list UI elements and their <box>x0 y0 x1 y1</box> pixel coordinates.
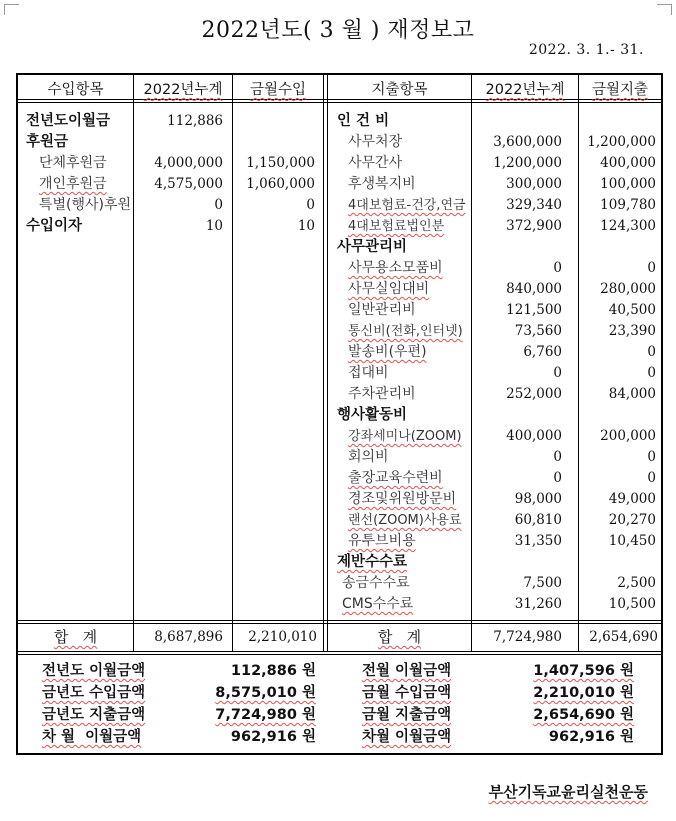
expense-item-ytd: 300,000 <box>506 176 562 192</box>
expense-item-ytd: 372,900 <box>506 218 562 234</box>
expense-item-ytd: 840,000 <box>506 281 562 297</box>
expense-item-label: 강좌세미나(ZOOM) <box>348 429 462 444</box>
expense-item-ytd: 0 <box>553 260 562 276</box>
income-item-month: 0 <box>306 197 315 213</box>
header-income-month: 금월수입 <box>249 82 307 98</box>
expense-item-month: 20,270 <box>608 512 656 528</box>
expense-item-label: 출장교육수련비 <box>348 470 443 486</box>
income-total-label: 합 계 <box>53 628 98 646</box>
expense-item-ytd: 6,760 <box>523 344 562 360</box>
expense-item-label: 사무용소모품비 <box>348 260 443 276</box>
expense-item-ytd: 3,600,000 <box>493 134 562 150</box>
col-divider <box>323 74 324 651</box>
expense-item-label: 회의비 <box>348 449 389 465</box>
col-divider <box>327 74 328 651</box>
expense-item-month: 100,000 <box>600 176 656 192</box>
expense-item-label: CMS수수료 <box>342 596 414 612</box>
summary-right-value: 1,407,596 원 <box>533 663 634 679</box>
expense-item-month: 0 <box>647 365 656 381</box>
expense-category-label: 행사활동비 <box>337 407 408 423</box>
income-item-label: 전년도이월금 <box>26 113 111 129</box>
expense-item-label: 유투브비용 <box>348 533 416 549</box>
expense-item-month: 0 <box>647 449 656 465</box>
income-item-ytd: 10 <box>205 218 223 234</box>
total-divider <box>17 620 662 621</box>
summary-divider <box>17 654 662 655</box>
expense-item-month: 10,450 <box>608 533 656 549</box>
expense-item-month: 10,500 <box>608 596 656 612</box>
summary-left-label: 전년도 이월금액 <box>42 663 146 679</box>
expense-item-label: 경조및위원방문비 <box>348 491 457 507</box>
expense-item-label: 랜선(ZOOM)사용료 <box>348 513 462 528</box>
expense-item-month: 40,500 <box>608 302 656 318</box>
expense-item-label: 일반관리비 <box>348 302 416 318</box>
expense-item-month: 400,000 <box>600 155 656 171</box>
expense-item-label: 주차관리비 <box>348 386 416 402</box>
expense-item-label: 사무실임대비 <box>348 281 430 297</box>
expense-total-month: 2,654,690 <box>589 629 658 645</box>
expense-item-month: 109,780 <box>600 197 656 213</box>
summary-right-label: 차월 이월금액 <box>362 729 452 745</box>
header-divider <box>17 99 662 100</box>
expense-category-label: 제반수수료 <box>337 554 408 570</box>
summary-left-value: 962,916 원 <box>230 729 316 745</box>
expense-item-ytd: 7,500 <box>523 575 562 591</box>
summary-right-value: 2,654,690 원 <box>533 707 634 723</box>
expense-item-ytd: 1,200,000 <box>493 155 562 171</box>
expense-item-month: 2,500 <box>617 575 656 591</box>
income-total-ytd: 8,687,896 <box>154 629 223 645</box>
expense-total-label: 합 계 <box>377 628 422 646</box>
expense-item-month: 49,000 <box>608 491 656 507</box>
expense-item-month: 124,300 <box>600 218 656 234</box>
summary-left-label: 금년도 지출금액 <box>42 707 146 723</box>
income-item-label: 개인후원금 <box>39 176 107 192</box>
expense-item-month: 84,000 <box>608 386 656 402</box>
expense-item-label: 4대보험료법인분 <box>348 219 445 234</box>
income-item-ytd: 4,575,000 <box>154 176 223 192</box>
summary-left-value: 8,575,010 원 <box>215 685 316 701</box>
expense-item-label: 후생복지비 <box>348 176 416 192</box>
summary-left-label: 금년도 수입금액 <box>42 685 146 701</box>
expense-item-label: 송금수수료 <box>342 575 410 591</box>
income-item-label: 후원금 <box>26 134 69 150</box>
expense-item-month: 0 <box>647 344 656 360</box>
summary-left-label: 차 월 이월금액 <box>42 729 142 745</box>
header-divider <box>17 102 662 103</box>
expense-item-label: 사무처장 <box>348 134 403 150</box>
expense-item-month: 1,200,000 <box>587 134 656 150</box>
report-title: 2022년도( 3 월 ) 재정보고 <box>201 18 475 43</box>
header-expense-item: 지출항목 <box>371 82 428 98</box>
expense-item-ytd: 400,000 <box>506 428 562 444</box>
income-item-ytd: 112,886 <box>167 113 223 129</box>
summary-right-label: 전월 이월금액 <box>362 663 452 679</box>
expense-item-month: 23,390 <box>608 323 656 339</box>
expense-item-ytd: 98,000 <box>514 491 562 507</box>
summary-divider <box>17 651 662 652</box>
expense-item-label: 발송비(우편) <box>348 344 427 360</box>
header-income-item: 수입항목 <box>47 82 104 98</box>
expense-category-label: 사무관리비 <box>337 239 408 255</box>
expense-item-ytd: 73,560 <box>514 323 562 339</box>
expense-item-ytd: 252,000 <box>506 386 562 402</box>
summary-left-value: 112,886 원 <box>230 663 316 679</box>
expense-item-month: 200,000 <box>600 428 656 444</box>
income-item-ytd: 4,000,000 <box>154 155 223 171</box>
summary-right-label: 금월 수입금액 <box>362 685 452 701</box>
expense-item-ytd: 0 <box>553 470 562 486</box>
income-item-label: 특별(행사)후원 <box>39 197 132 213</box>
header-income-ytd: 2022년누계 <box>143 82 223 98</box>
expense-item-label: 4대보험료-건강,연금 <box>348 198 466 213</box>
income-item-month: 1,060,000 <box>246 176 315 192</box>
expense-item-ytd: 0 <box>553 449 562 465</box>
expense-category-label: 인 건 비 <box>337 113 390 129</box>
expense-item-month: 0 <box>647 470 656 486</box>
expense-item-ytd: 0 <box>553 365 562 381</box>
total-divider <box>17 623 662 624</box>
organization-name: 부산기독교윤리실천운동 <box>488 783 648 801</box>
report-period: 2022. 3. 1.- 31. <box>528 42 644 58</box>
expense-item-label: 사무간사 <box>348 155 403 171</box>
summary-right-value: 962,916 원 <box>548 729 634 745</box>
expense-total-ytd: 7,724,980 <box>493 629 562 645</box>
income-item-month: 10 <box>297 218 315 234</box>
expense-item-month: 0 <box>647 260 656 276</box>
income-total-month: 2,210,010 <box>248 629 317 645</box>
income-item-label: 단체후원금 <box>39 155 107 171</box>
expense-item-month: 280,000 <box>600 281 656 297</box>
summary-right-label: 금월 지출금액 <box>362 707 452 723</box>
income-item-ytd: 0 <box>214 197 223 213</box>
income-item-month: 1,150,000 <box>246 155 315 171</box>
expense-item-ytd: 121,500 <box>506 302 562 318</box>
summary-left-value: 7,724,980 원 <box>215 707 316 723</box>
header-expense-month: 금월지출 <box>591 82 649 98</box>
expense-item-ytd: 31,350 <box>514 533 562 549</box>
header-expense-ytd: 2022년누계 <box>485 82 565 98</box>
summary-right-value: 2,210,010 원 <box>533 685 634 701</box>
expense-item-ytd: 60,810 <box>514 512 562 528</box>
expense-item-ytd: 31,260 <box>514 596 562 612</box>
income-item-label: 수입이자 <box>26 218 83 234</box>
expense-item-label: 통신비(전화,인터넷) <box>348 324 463 339</box>
expense-item-ytd: 329,340 <box>506 197 562 213</box>
expense-item-label: 접대비 <box>348 365 389 381</box>
